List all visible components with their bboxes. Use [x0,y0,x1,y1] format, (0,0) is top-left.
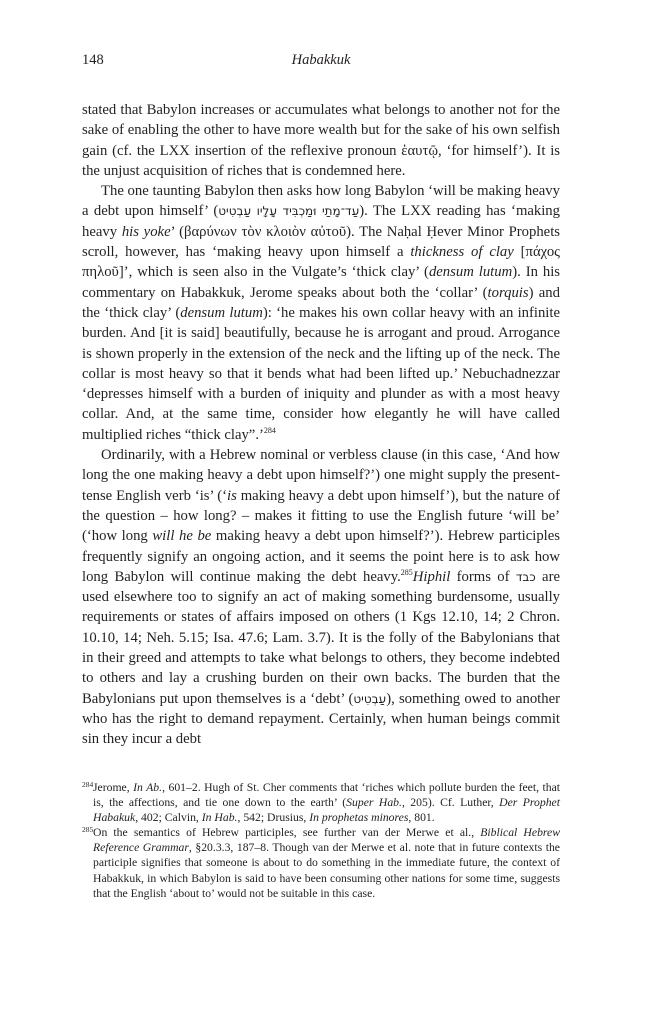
hebrew-text: כבד [515,569,536,584]
hebrew-text: עַבְטִיט [353,691,387,706]
footnote-number: 285 [82,825,94,835]
footnote-number: 284 [82,780,94,789]
running-head: Habakkuk [291,52,351,68]
footnote-ref-284[interactable]: 284 [263,425,276,435]
footnote-285: 285 On the semantics of Hebrew participles, see further van der Merwe et al., Biblical Hebrew Reference Grammar, §20.3.3, 187–8. Though van der Merwe et al. note that in future contexts the participle signifies that someone is about to do something in the immediate future, the context of Habakkuk, in which Babylon is said to have been consuming other nations for some time, suggests that the English ‘about to’ would not be suitable in this case. [82,825,561,900]
hebrew-text: עַד־מָתַי וּמַכְבִּיד עָלָיו עַבְטִיט [218,204,360,219]
page-header [82,52,560,72]
footnotes [82,780,560,901]
paragraph-3: Ordinarily, with a Hebrew nominal or verbless clause (in this case, ‘And how long the one making heavy a debt upon himself?’) one might supply the present-tense English verb ‘is’ (‘is making heavy a debt upon himself’), but the nature of the question – how long? – makes it fitting to use the English future ‘will be’ (‘how long will he be making heavy a debt upon himself?’). Hebrew participles frequently signify an ongoing action, and it seems the point here is to ask how long Babylon will continue making the debt heavy.$^{285}$Hiphil forms of כבד are used elsewhere too to signify an act of making something burdensome, usually requirements or states of affairs imposed on others (1 Kgs 12.10, 14; 2 Chron. 10.10, 14; Neh. 5.15; Isa. 47.6; Lam. 3.7). It is the folly of the Babylonians that in their greed and attempts to take what belongs to others, they become indebted to others and lay a crushing burden on their own backs. The burden that the Babylonians put upon themselves is a ‘debt’ (עַבְטִיט), something owed to another who has the right to demand repayment. Certainly, when human beings commit sin they incur a debt [82,447,560,748]
paragraph-1: stated that Babylon increases or accumulates what belongs to another not for the sake of enabling the other to have more wealth but for the sake of his own selfish gain (cf. the LXX insertion of the reflexive pronoun ἑαυτῷ, ‘for himself’). It is the unjust acquisition of riches that is condemned here. [82,102,560,179]
footnote-284: 284 Jerome, In Ab., 601–2. Hugh of St. Cher comments that ‘riches which pollute burden the feet, that is, the affections, and tie one down to the earth’ (Super Hab., 205). Cf. Luther, Der Prophet Habakuk, 402; Calvin, In Hab., 542; Drusius, In prophetas minores, 801. [82,780,561,825]
footnote-ref-285[interactable]: 285 [400,567,413,577]
paragraph-2: The one taunting Babylon then asks how long Babylon ‘will be making heavy a debt upon himself’ (עַד־מָתַי וּמַכְבִּיד עָלָיו עַבְטִיט). The LXX reading has ‘making heavy his yoke’ (βαρύνων τὸν κλοιὸν αὐτοῦ). The Naḥal Ḥever Minor Prophets scroll, however, has ‘making heavy upon himself a thickness of clay [πάχος πηλοῦ]’, which is seen also in the Vulgate’s ‘thick clay’ (densum lutum). In his commentary on Habakkuk, Jerome speaks about both the ‘collar’ (torquis) and the ‘thick clay’ (densum lutum): ‘he makes his own collar heavy with an infinite burden. And [it is said] beautifully, because he is arrogant and proud. Arrogance is shown properly in the extension of the neck and the lifting up of the neck. The collar is most heavy so that it bends what had been lifted up.’ Nebuchadnezzar ‘depresses himself with a burden of iniquity and plunder as with a most heavy collar. And, at the same time, consider how elegantly he will have called multiplied riches “thick clay”.’$^{284}$ [82,183,560,443]
page-number: 148 [82,52,104,68]
main-text [82,100,560,750]
